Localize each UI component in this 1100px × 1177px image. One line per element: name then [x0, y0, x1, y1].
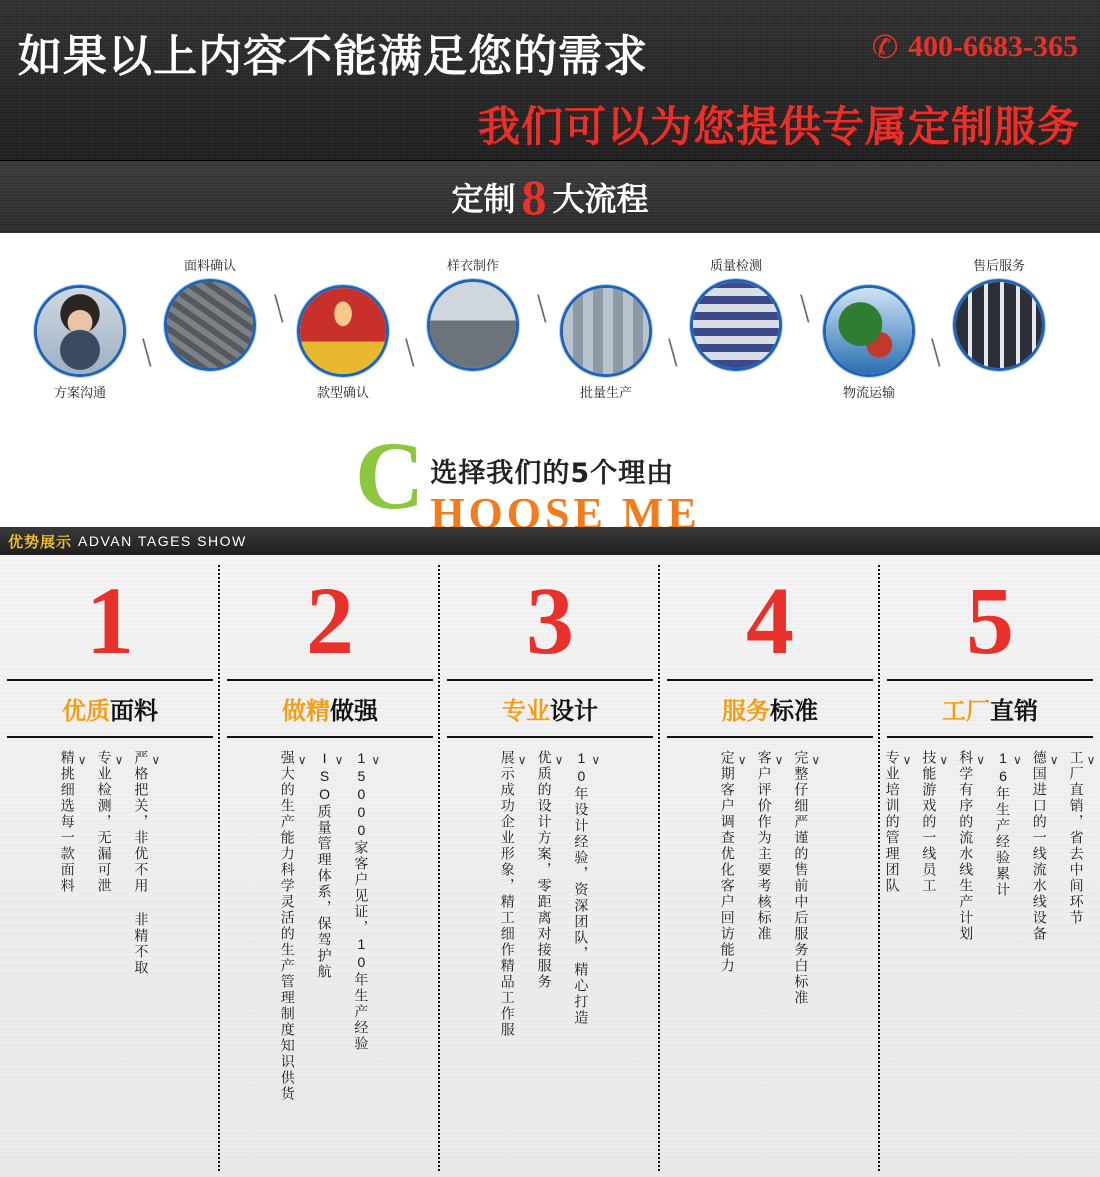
step-label: 质量检测 — [709, 258, 762, 273]
reason-column-3 — [440, 555, 660, 1177]
choose-me-header — [0, 429, 1100, 527]
process-steps — [0, 233, 1100, 429]
reason-item: ∨ 精挑细选每一款面料 — [58, 750, 89, 1150]
step-label: 售后服务 — [972, 258, 1025, 273]
reason-title — [282, 691, 378, 726]
reason-item: ∨ 技能游戏的一线员工 — [919, 750, 950, 1150]
step-image-customer-service-agent — [34, 285, 126, 377]
reason-title-rest: 面料 — [110, 697, 158, 725]
reason-item: ∨ 10年设计经验，资深团队，精心打造 — [571, 750, 602, 1150]
reason-item: ∨ 专业培训的管理团队 — [883, 750, 914, 1150]
divider — [447, 679, 653, 681]
choose-text-block — [430, 433, 700, 527]
reason-title-rest: 做强 — [330, 697, 378, 725]
divider — [227, 736, 433, 738]
reason-title-highlight: 服务 — [722, 697, 770, 725]
step-label: 款型确认 — [316, 385, 369, 400]
hero-phone — [868, 30, 1078, 64]
reason-item: ∨ 严格把关，非优不用 非精不取 — [131, 750, 162, 1150]
reason-column-4 — [660, 555, 880, 1177]
reasons-grid — [0, 555, 1100, 1177]
process-header — [0, 160, 1100, 233]
reason-item: ∨ 科学有序的流水线生产计划 — [956, 750, 987, 1150]
hero-banner — [0, 0, 1100, 160]
process-step-4 — [418, 255, 528, 371]
advantage-strip — [0, 527, 1100, 555]
reason-title — [62, 691, 158, 726]
arrow-icon-2: ╲ — [269, 295, 288, 324]
divider — [667, 736, 873, 738]
divider — [667, 679, 873, 681]
divider — [887, 679, 1093, 681]
reason-item: ∨ 工厂直销，省去中间环节 — [1067, 750, 1098, 1150]
process-title — [451, 169, 649, 225]
reason-title-highlight: 专业 — [502, 697, 550, 725]
reason-item: ∨ 完整仔细严谨的售前中后服务白标准 — [791, 750, 822, 1150]
divider — [887, 736, 1093, 738]
reason-number: 2 — [306, 567, 354, 674]
arrow-icon-6: ╲ — [795, 295, 814, 324]
reason-item: ∨ 定期客户调查优化客户回访能力 — [718, 750, 749, 1150]
reason-items — [58, 750, 162, 1150]
reason-number: 3 — [526, 567, 574, 674]
reason-item: ∨ 德国进口的一线流水线设备 — [1030, 750, 1061, 1150]
step-image-factory-production-line — [560, 285, 652, 377]
choose-big-letter: C — [355, 429, 425, 527]
step-image-red-uniform-jacket — [297, 285, 389, 377]
reason-number: 1 — [86, 567, 134, 674]
choose-en-title: HOOSE ME — [430, 489, 701, 527]
choose-me-inner — [355, 429, 701, 527]
step-label: 批量生产 — [579, 385, 632, 400]
hero-phone-number: 400-6683-365 — [908, 30, 1078, 63]
reason-item: ∨ 16年生产经验累计 — [993, 750, 1024, 1150]
process-step-3 — [288, 285, 398, 401]
process-title-suffix: 大流程 — [552, 180, 649, 218]
reason-items — [278, 750, 382, 1150]
process-title-prefix: 定制 — [451, 180, 516, 218]
advantage-strip-en: ADVAN TAGES SHOW — [78, 533, 247, 549]
reason-title-highlight: 优质 — [62, 697, 110, 725]
arrow-icon-4: ╲ — [532, 295, 551, 324]
reason-title — [502, 691, 598, 726]
divider — [7, 679, 213, 681]
process-step-5 — [551, 285, 661, 401]
divider — [7, 736, 213, 738]
hero-headline-2: 我们可以为您提供专属定制服务 — [477, 102, 1080, 151]
divider — [227, 679, 433, 681]
reason-item: ∨ 专业检测，无漏可泄 — [95, 750, 126, 1150]
reason-item: ∨ 强大的生产能力科学灵活的生产管理制度知识供货 — [278, 750, 309, 1150]
process-step-8 — [944, 255, 1054, 371]
arrow-icon-5: ╲ — [663, 339, 682, 368]
reason-item: ∨ ISO质量管理体系，保驾护航 — [315, 750, 346, 1150]
divider — [447, 736, 653, 738]
step-label: 物流运输 — [842, 385, 895, 400]
reason-item: ∨ 15000家客户见证，10年生产经验 — [351, 750, 382, 1150]
step-image-service-team — [953, 279, 1045, 371]
hero-headline-1: 如果以上内容不能满足您的需求 — [18, 31, 648, 82]
phone-icon: ✆ — [871, 29, 899, 65]
reason-item: ∨ 客户评价作为主要考核标准 — [755, 750, 786, 1150]
arrow-icon-3: ╲ — [400, 339, 419, 368]
reason-items — [883, 750, 1098, 1150]
choose-cn-title: 选择我们的5个理由 — [430, 458, 675, 489]
step-image-globe-logistics — [823, 285, 915, 377]
reason-title — [942, 691, 1038, 726]
reason-title-rest: 标准 — [770, 697, 818, 725]
reason-title — [722, 691, 818, 726]
reason-column-2 — [220, 555, 440, 1177]
process-step-1 — [25, 285, 135, 401]
reason-title-rest: 直销 — [990, 697, 1038, 725]
reason-title-rest: 设计 — [550, 697, 598, 725]
arrow-icon-1: ╲ — [137, 339, 156, 368]
step-label: 面料确认 — [183, 258, 236, 273]
reason-column-5 — [880, 555, 1100, 1177]
process-step-6 — [681, 255, 791, 371]
step-image-fabric-rolls — [164, 279, 256, 371]
reason-items — [498, 750, 602, 1150]
reason-column-1 — [0, 555, 220, 1177]
advantage-strip-cn: 优势展示 — [8, 533, 73, 551]
arrow-icon-7: ╲ — [926, 339, 945, 368]
reason-item: ∨ 优质的设计方案，零距离对接服务 — [535, 750, 566, 1150]
process-step-7 — [814, 285, 924, 401]
reason-title-highlight: 做精 — [282, 697, 330, 725]
step-image-quality-inspection — [690, 279, 782, 371]
step-image-sewing-sample — [427, 279, 519, 371]
reason-item: ∨ 展示成功企业形象，精工细作精品工作服 — [498, 750, 529, 1150]
process-title-number: 8 — [521, 169, 547, 225]
step-label: 方案沟通 — [53, 385, 106, 400]
reason-number: 4 — [746, 567, 794, 674]
reason-number: 5 — [966, 567, 1014, 674]
process-step-2 — [155, 255, 265, 371]
step-label: 样衣制作 — [446, 258, 499, 273]
reason-items — [718, 750, 822, 1150]
reason-title-highlight: 工厂 — [942, 697, 990, 725]
